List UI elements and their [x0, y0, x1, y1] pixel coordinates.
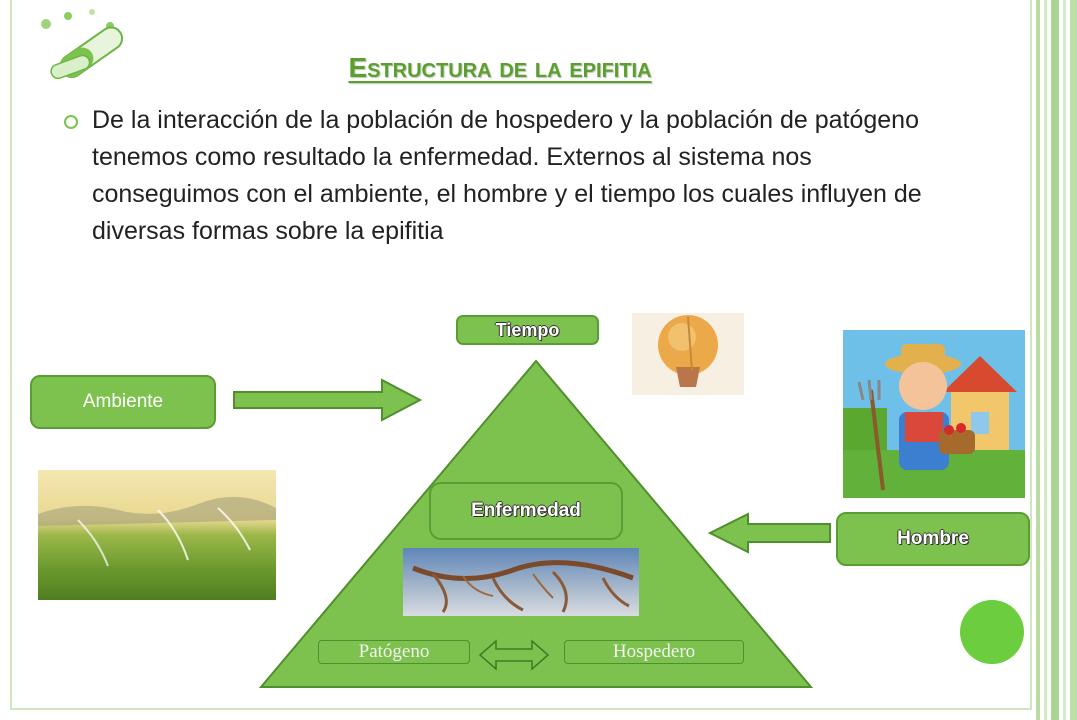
roots-image — [403, 548, 639, 616]
field-image — [38, 470, 276, 600]
double-arrow-icon — [478, 638, 550, 672]
side-stripe — [1044, 0, 1047, 720]
green-circle-button[interactable] — [960, 600, 1024, 664]
bullet-text: De la interacción de la población de hospedero y la población de patógeno tenemos como resultado la enfermedad. Externos al sistema nos conseguimos con el ambiente, el hombre y el tiempo los cuales influyen de diversas formas sobre la epifitia — [92, 106, 922, 245]
enfermedad-label: Enfermedad — [471, 500, 581, 521]
farmer-image — [843, 330, 1025, 498]
side-stripe — [1070, 0, 1077, 720]
ring-bullet-icon — [64, 115, 78, 129]
hospedero-label: Hospedero — [612, 641, 696, 662]
side-stripe — [1036, 0, 1040, 720]
slide-title: Estructura de la epifitia — [348, 52, 652, 83]
hombre-box — [836, 512, 1030, 566]
side-stripe — [1063, 0, 1066, 720]
enfermedad-box — [429, 482, 623, 540]
ambiente-label: Ambiente — [82, 391, 164, 412]
tiempo-box — [456, 315, 599, 345]
hospedero-box — [564, 640, 744, 664]
side-stripe — [1051, 0, 1059, 720]
hombre-label: Hombre — [897, 528, 969, 549]
patogeno-label: Patógeno — [358, 641, 430, 662]
patogeno-box — [318, 640, 470, 664]
ambiente-box — [30, 375, 216, 429]
tiempo-label: Tiempo — [495, 319, 560, 340]
hombre-arrow-icon — [708, 512, 832, 554]
